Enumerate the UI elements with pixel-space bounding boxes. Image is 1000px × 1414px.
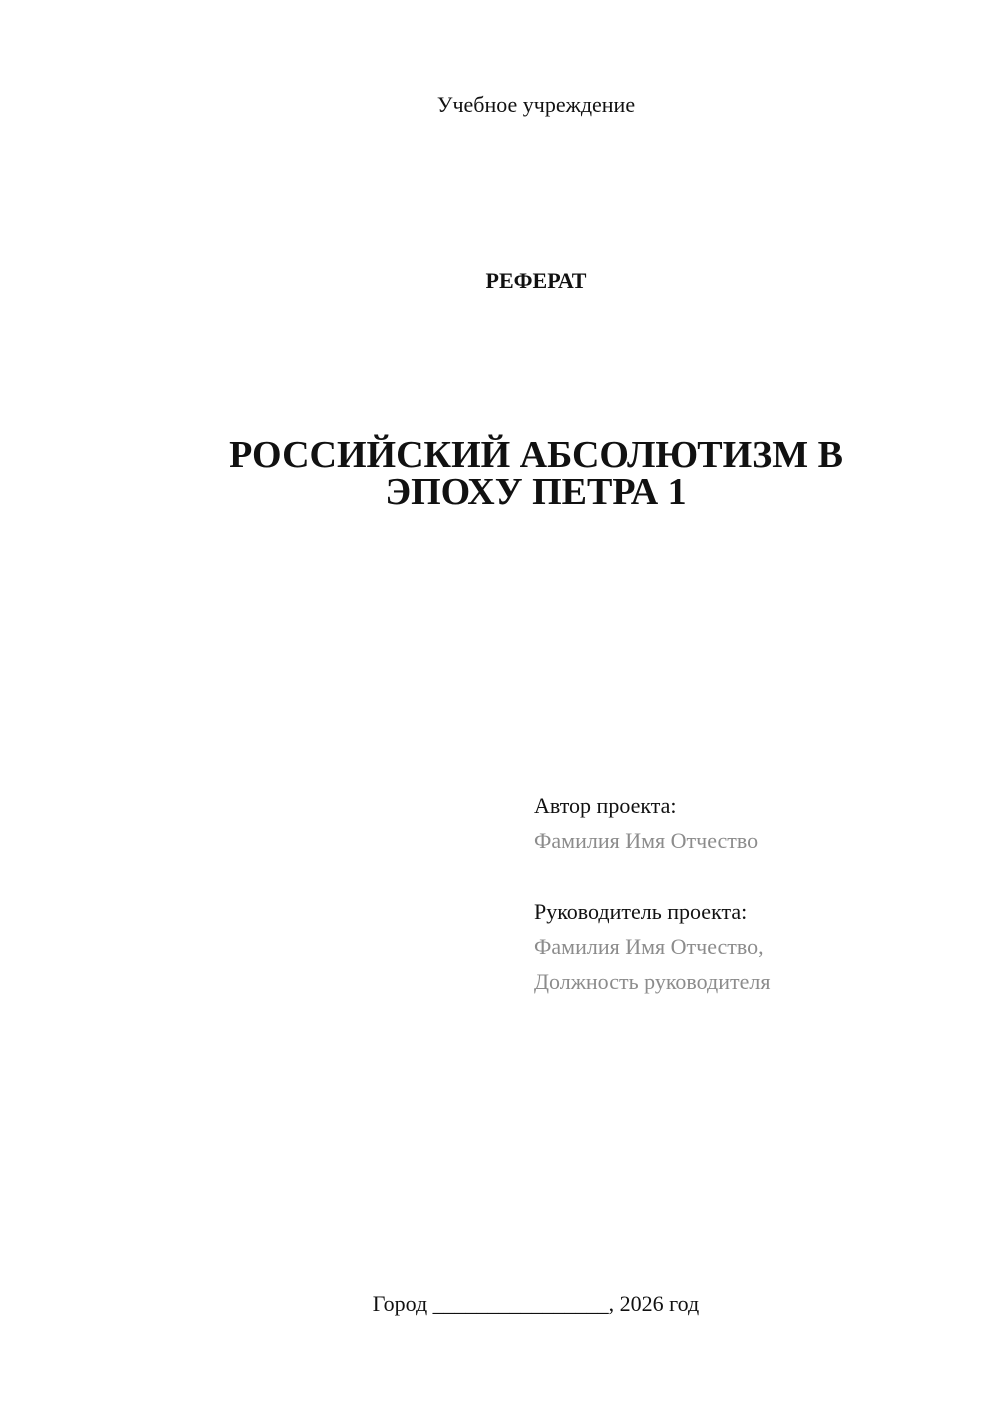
supervisor-label: Руководитель проекта:	[534, 899, 748, 924]
spacer	[534, 858, 974, 894]
document-type: РЕФЕРАТ	[485, 268, 587, 293]
project-info	[534, 788, 974, 999]
author-name: Фамилия Имя Отчество	[534, 828, 759, 853]
institution-name: Учебное учреждение	[436, 92, 636, 117]
author-label: Автор проекта:	[534, 793, 677, 818]
supervisor-name: Фамилия Имя Отчество,	[534, 934, 764, 959]
document-title-line-1: РОССИЙСКИЙ АБСОЛЮТИЗМ В	[229, 434, 843, 476]
document-title-line-2: ЭПОХУ ПЕТРА 1	[385, 471, 687, 513]
document-title	[0, 434, 1000, 513]
supervisor-position: Должность руководителя	[534, 969, 771, 994]
city-year-line: Город ________________, 2026 год	[372, 1291, 700, 1316]
